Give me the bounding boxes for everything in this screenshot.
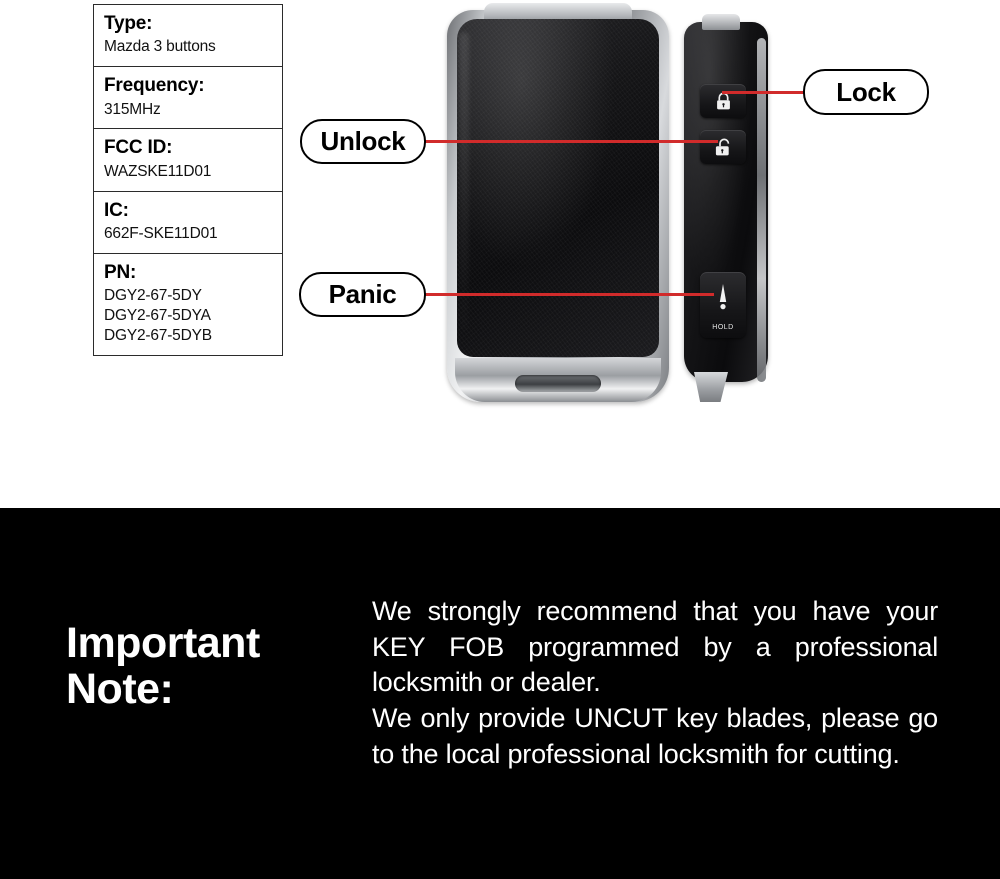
spec-value-line: DGY2-67-5DYA — [104, 307, 211, 325]
fob-side-top-tab — [702, 14, 740, 30]
spec-value-pn — [104, 286, 272, 345]
spec-value-line: Mazda 3 buttons — [104, 38, 216, 56]
spec-value-frequency — [104, 100, 272, 120]
spec-value-line: 662F-SKE11D01 — [104, 225, 218, 243]
spec-label-ic: IC: — [104, 199, 129, 221]
spec-value-fcc-id — [104, 162, 272, 182]
callout-panic: Panic — [299, 272, 426, 317]
leader-line-unlock — [424, 140, 718, 143]
panic-alarm-icon — [714, 283, 732, 313]
spec-value-ic — [104, 224, 272, 244]
table-row — [94, 129, 282, 191]
important-note-body — [372, 594, 938, 772]
fob-panic-button[interactable] — [700, 272, 746, 338]
table-row — [94, 192, 282, 254]
key-fob-front-view — [447, 10, 669, 402]
fob-side-shell — [684, 22, 768, 382]
spec-label-pn: PN: — [104, 261, 137, 283]
note-title-line-1: Important — [66, 619, 260, 667]
spec-value-line: 315MHz — [104, 100, 161, 118]
note-paragraph-2: We only provide UNCUT key blades, please go to the local professional locksmith for cutting. — [372, 702, 938, 769]
callout-unlock: Unlock — [300, 119, 426, 164]
note-title-line-2: Note: — [66, 665, 174, 714]
spec-label-type: Type: — [104, 13, 153, 34]
key-fob-side-view — [684, 14, 768, 400]
important-note-title — [66, 620, 356, 713]
note-paragraph-1: We strongly recommend that you have your KEY FOB programmed by a professional locksmith or dealer. — [372, 596, 938, 698]
fob-panic-hold-label: HOLD — [712, 324, 734, 331]
fob-lock-button[interactable] — [700, 84, 746, 118]
fob-body-highlight — [459, 32, 469, 332]
fob-key-slot — [515, 375, 601, 392]
fob-side-chrome-edge — [757, 38, 766, 382]
callout-lock: Lock — [803, 69, 929, 115]
leader-line-lock — [722, 91, 805, 94]
spec-value-line: DGY2-67-5DYB — [104, 327, 212, 344]
leader-line-panic — [424, 293, 714, 296]
table-row — [94, 67, 282, 129]
table-row — [94, 5, 282, 67]
fob-key-blade — [694, 372, 728, 402]
spec-label-frequency: Frequency: — [104, 75, 205, 97]
fob-black-body — [457, 19, 659, 357]
padlock-closed-icon — [715, 92, 732, 111]
specification-table — [93, 4, 283, 356]
fob-bottom-chrome-foot — [455, 358, 661, 402]
spec-label-fcc-id: FCC ID: — [104, 137, 173, 159]
spec-value-line: DGY2-67-5DY — [104, 287, 202, 305]
spec-value-line: WAZSKE11D01 — [104, 162, 212, 180]
table-row — [94, 254, 282, 355]
fob-unlock-button[interactable] — [700, 130, 746, 164]
spec-value-type — [104, 37, 272, 57]
